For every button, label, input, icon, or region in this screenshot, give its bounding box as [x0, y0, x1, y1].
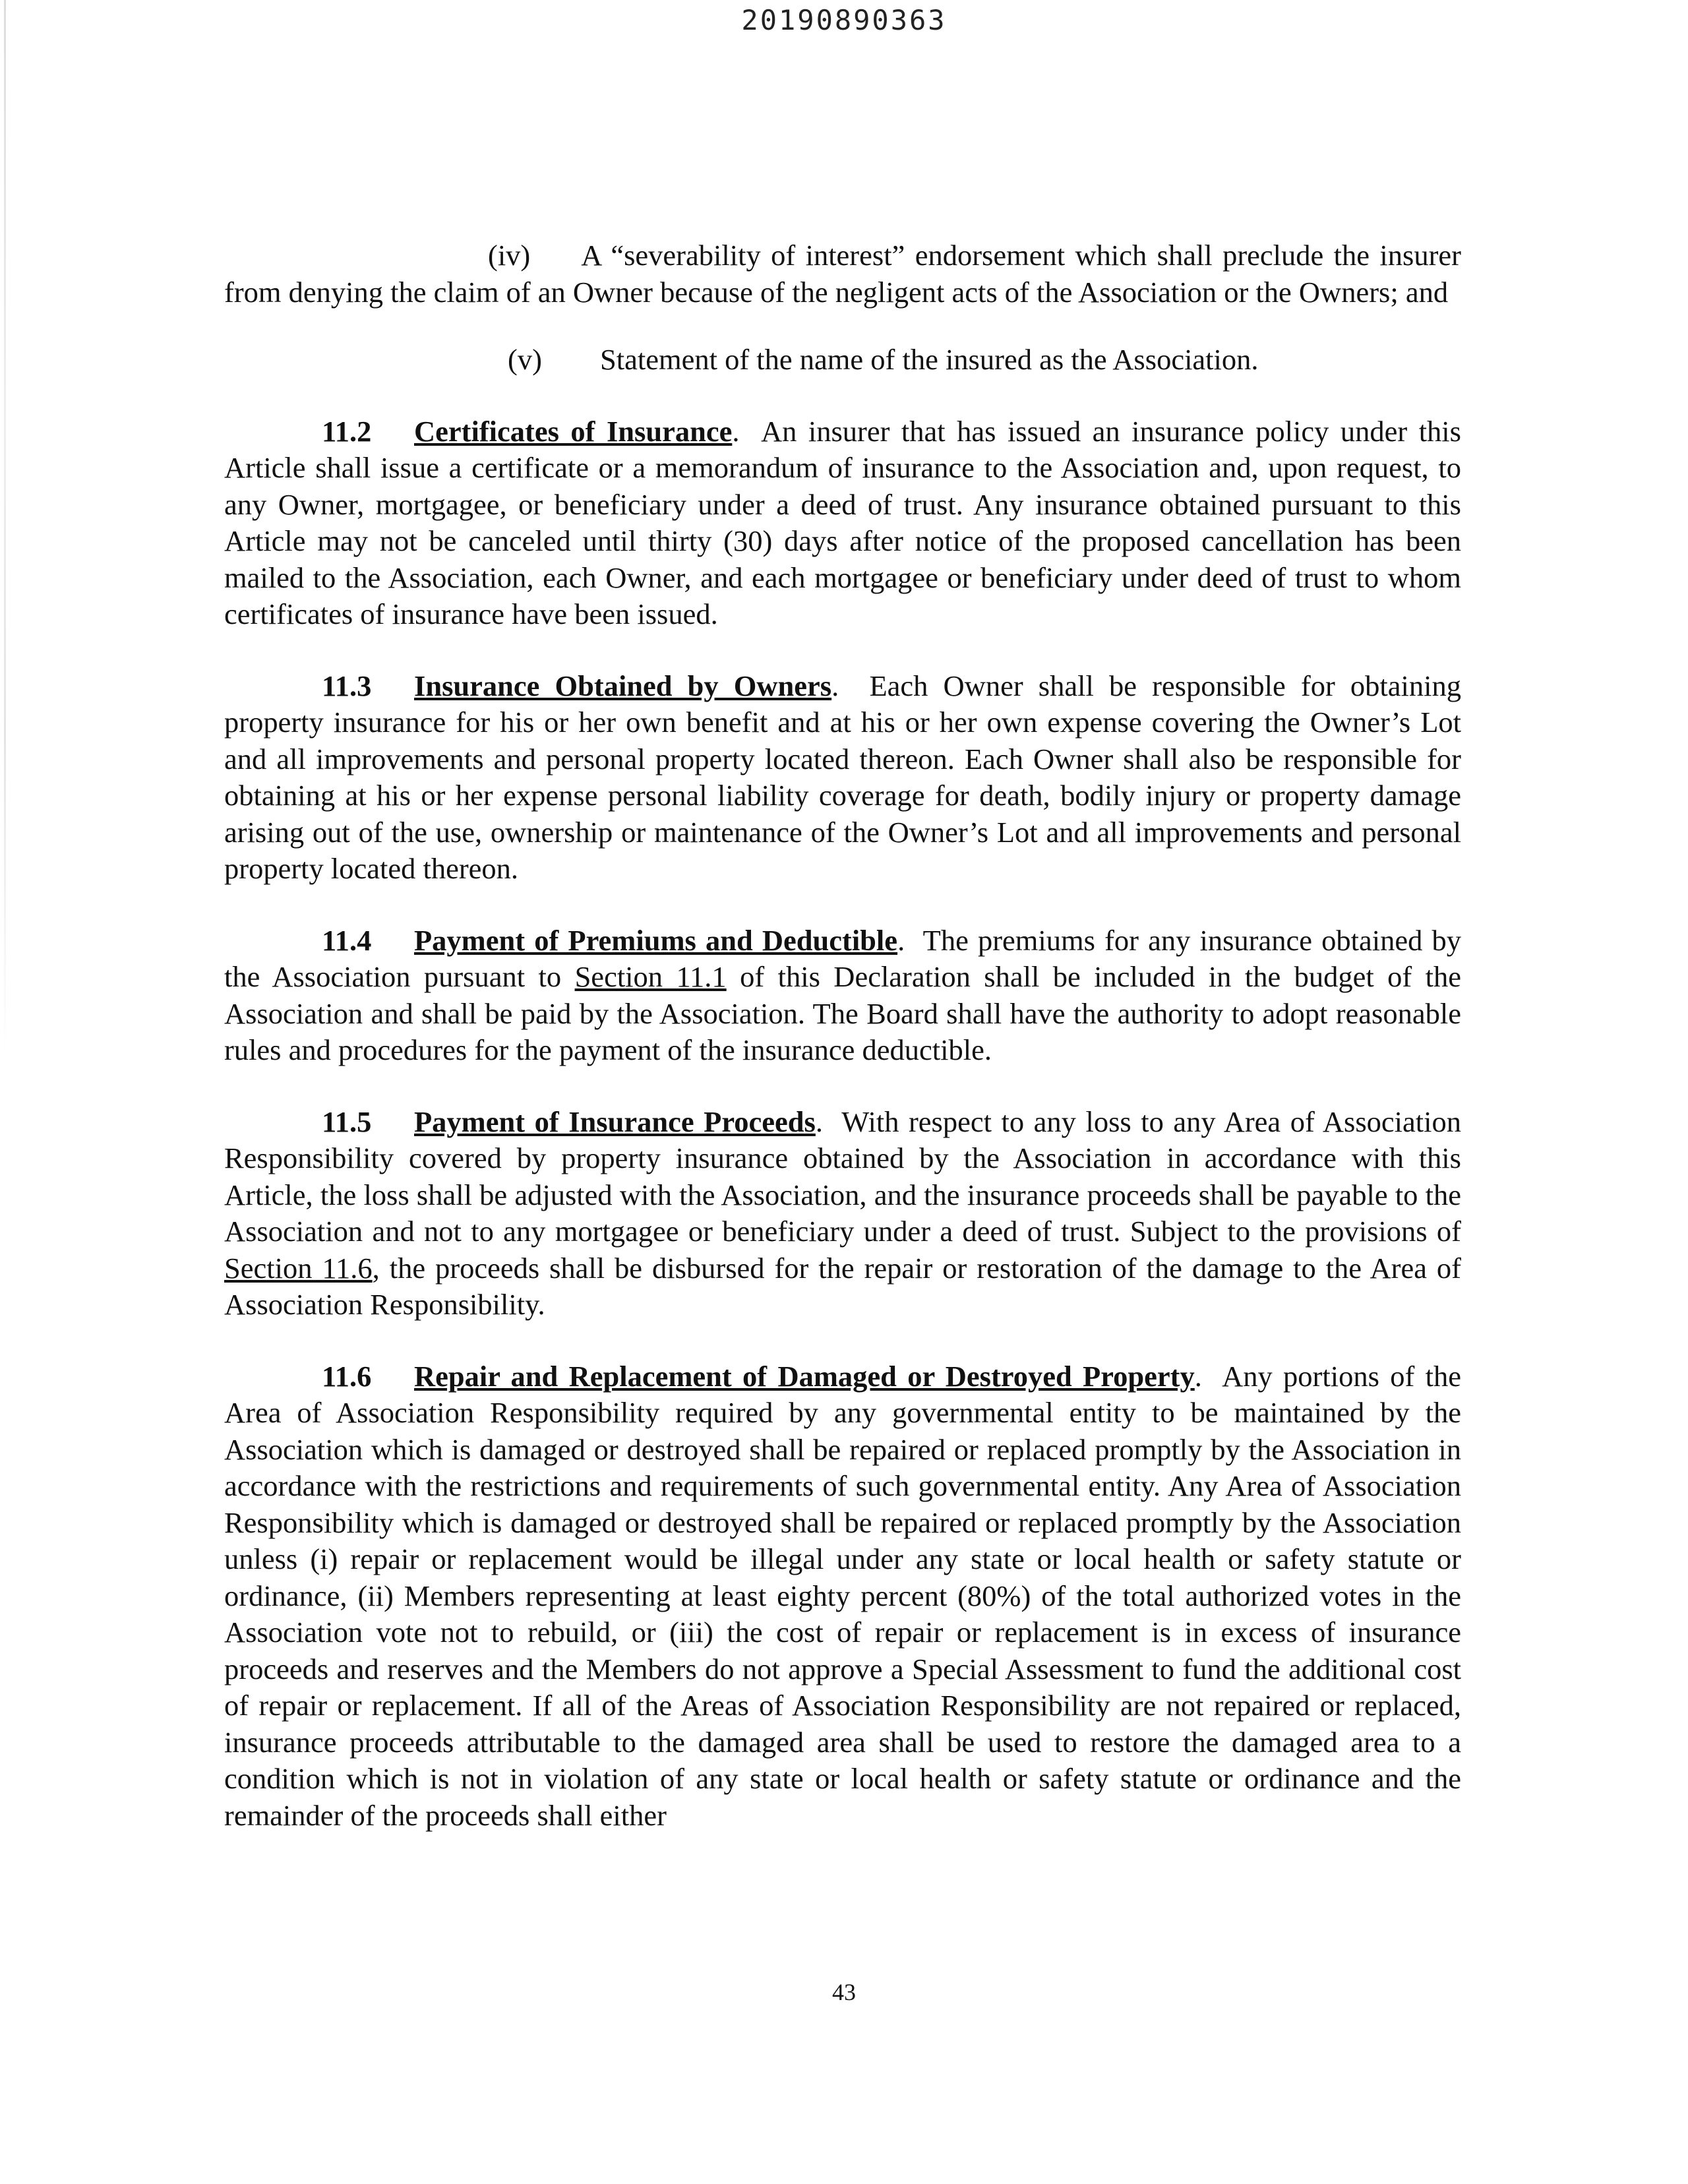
clause-v [224, 342, 1461, 379]
section-11-2: 11.2 Certificates of Insurance. An insurer that has issued an insurance policy under this Article shall issue a certificate or a memorandum of insurance to the Association and, upon request, to any Owner, mortgagee, or beneficiary under a deed of trust. Any insurance obtained pursuant to this Article may not be canceled until thirty (30) days after notice of the proposed cancellation has been mailed to the Association, each Owner, and each mortgagee or beneficiary under deed of trust to whom certificates of insurance have been issued. [224, 414, 1461, 630]
section-number: 11.2 [322, 414, 372, 448]
clause-iv-label: (iv) [488, 239, 531, 272]
document-number: 20190890363 [741, 4, 947, 36]
section-body: Each Owner shall be responsible for obtaining property insurance for his or her own benefit and at his or her own expense covering the Owner’s Lot and all improvements and personal property located thereon. Each Owner shall also be responsible for obtaining at his or her expense personal liability coverage for death, bodily injury or property damage arising out of the use, ownership or maintenance of the Owner’s Lot and all improvements and personal property located thereon. [224, 669, 1461, 885]
section-number: 11.4 [322, 923, 372, 957]
section-cross-reference: Section 11.6 [224, 1251, 373, 1285]
section-body-end: , the proceeds shall be disbursed for the repair or restoration of the damage to the Area of Association Responsibility. [224, 1251, 1461, 1321]
section-heading: Payment of Premiums and Deductible [414, 923, 898, 957]
clause-iv [224, 237, 1461, 311]
clause-v-text: Statement of the name of the insured as the Association. [600, 343, 1259, 376]
document-body [224, 237, 1461, 1834]
section-heading: Repair and Replacement of Damaged or Destroyed Property [414, 1359, 1195, 1393]
section-11-4: 11.4 Payment of Premiums and Deductible. The premiums for any insurance obtained by the Association pursuant to Section 11.1 of this Declaration shall be included in the budget of the Association and shall be paid by the Association. The Board shall have the authority to adopt reasonable rules and procedures for the payment of the insurance deductible. [224, 923, 1462, 1066]
section-11-6: 11.6 Repair and Replacement of Damaged or Destroyed Property. Any portions of the Area of Association Responsibility required by any governmental entity to be maintained by the Association which is damaged or destroyed shall be repaired or replaced promptly by the Association in accordance with the restrictions and requirements of such governmental entity. Any Area of Association Responsibility which is damaged or destroyed shall be repaired or replaced promptly by the Association unless (i) repair or replacement would be illegal under any state or local health or safety statute or ordinance, (ii) Members representing at least eighty percent (80%) of the total authorized votes in the Association vote not to rebuild, or (iii) the cost of repair or replacement is in excess of insurance proceeds and reserves and the Members do not approve a Special Assessment to fund the additional cost of repair or replacement. If all of the Areas of Association Responsibility are not repaired or replaced, insurance proceeds attributable to the damaged area shall be used to restore the damaged area to a condition which is not in violation of any state or local health or safety statute or ordinance and the remainder of the proceeds shall either [224, 1359, 1462, 1832]
section-number: 11.3 [322, 669, 372, 702]
section-body: Any portions of the Area of Association Responsibility required by any governmental entity to be maintained by the Association which is damaged or destroyed shall be repaired or replaced promptly by the Association in accordance with the restrictions and requirements of such governmental entity. Any Area of Association Responsibility which is damaged or destroyed shall be repaired or replaced promptly by the Association unless (i) repair or replacement would be illegal under any state or local health or safety statute or ordinance, (ii) Members representing at least eighty percent (80%) of the total authorized votes in the Association vote not to rebuild, or (iii) the cost of repair or replacement is in excess of insurance proceeds and reserves and the Members do not approve a Special Assessment to fund the additional cost of repair or replacement. If all of the Areas of Association Responsibility are not repaired or replaced, insurance proceeds attributable to the damaged area shall be used to restore the damaged area to a condition which is not in violation of any state or local health or safety statute or ordinance and the remainder of the proceeds shall either [224, 1359, 1462, 1832]
section-cross-reference: Section 11.1 [574, 960, 727, 993]
scan-edge-shadow [4, 0, 6, 1055]
section-11-3: 11.3 Insurance Obtained by Owners. Each Owner shall be responsible for obtaining property insurance for his or her own benefit and at his or her own expense covering the Owner’s Lot and all improvements and personal property located thereon. Each Owner shall also be responsible for obtaining at his or her expense personal liability coverage for death, bodily injury or property damage arising out of the use, ownership or maintenance of the Owner’s Lot and all improvements and personal property located thereon. [224, 669, 1461, 885]
section-body-end: of this Declaration shall be included in the budget of the Association and shall be paid by the Association. The Board shall have the authority to adopt reasonable rules and procedures for the payment of the insurance deductible. [224, 960, 1462, 1066]
section-body: An insurer that has issued an insurance policy under this Article shall issue a certificate or a memorandum of insurance to the Association and, upon request, to any Owner, mortgagee, or beneficiary under a deed of trust. Any insurance obtained pursuant to this Article may not be canceled until thirty (30) days after notice of the proposed cancellation has been mailed to the Association, each Owner, and each mortgagee or beneficiary under deed of trust to whom certificates of insurance have been issued. [224, 414, 1461, 630]
page-number: 43 [832, 1979, 856, 2005]
section-heading: Certificates of Insurance [414, 414, 733, 448]
section-body-start: With respect to any loss to any Area of Association Responsibility covered by property insurance obtained by the Association in accordance with this Article, the loss shall be adjusted with the Association, and the insurance proceeds shall be payable to the Association and not to any mortgagee or beneficiary under a deed of trust. Subject to the provisions of [224, 1105, 1461, 1248]
clause-v-label: (v) [508, 343, 542, 376]
section-heading: Insurance Obtained by Owners [414, 669, 832, 702]
section-heading: Payment of Insurance Proceeds [414, 1105, 816, 1138]
section-body-start: The premiums for any insurance obtained by the Association pursuant to [224, 923, 1461, 993]
section-11-5: 11.5 Payment of Insurance Proceeds. With respect to any loss to any Area of Association Responsibility covered by property insurance obtained by the Association in accordance with this Article, the loss shall be adjusted with the Association, and the insurance proceeds shall be payable to the Association and not to any mortgagee or beneficiary under a deed of trust. Subject to the provisions of Section 11.6, the proceeds shall be disbursed for the repair or restoration of the damage to the Area of Association Responsibility. [224, 1105, 1461, 1321]
section-number: 11.5 [322, 1105, 372, 1138]
section-number: 11.6 [322, 1359, 372, 1393]
clause-iv-text: A “severability of interest” endorsement which shall preclude the insurer from denying the claim of an Owner because of the negligent acts of the Association or the Owners; and [224, 239, 1461, 309]
